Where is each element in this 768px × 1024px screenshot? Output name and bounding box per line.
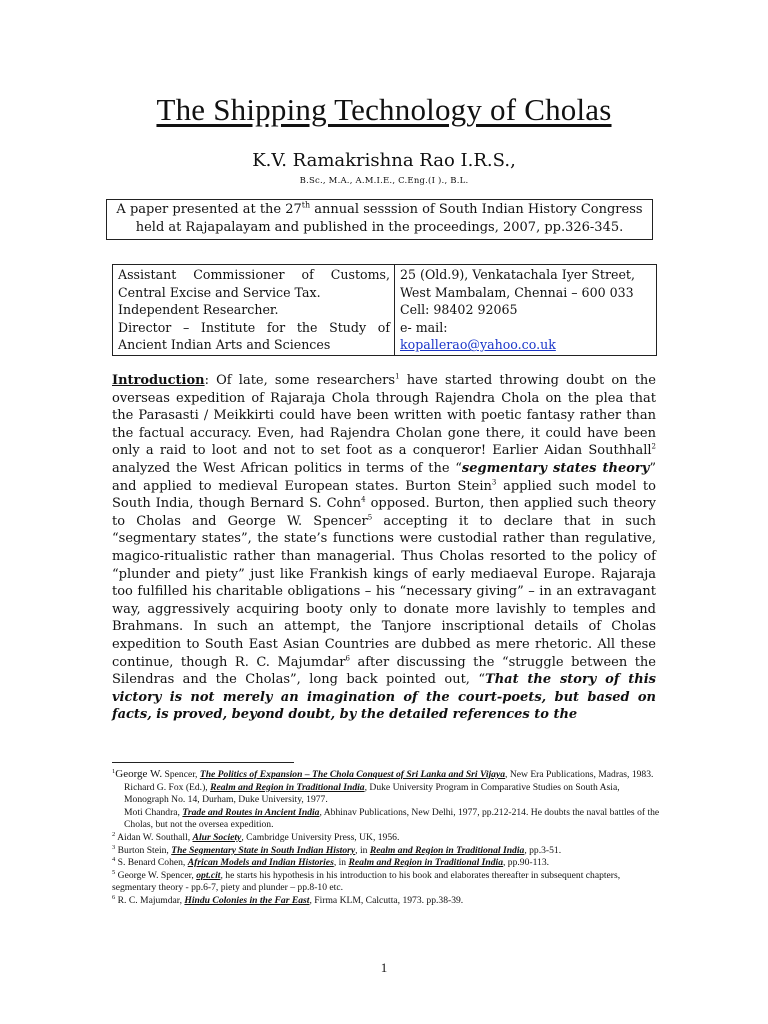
footnote-ref[interactable]: 4 xyxy=(361,495,366,504)
email-line: e- mail: kopallerao@yahoo.co.uk xyxy=(400,319,652,354)
footnote-ref[interactable]: 6 xyxy=(345,654,350,663)
footnote-1-ref-3: Moti Chandra, Trade and Routes in Ancient India, Abhinav Publications, New Delhi, 1977, pp.212-214. He doubts the naval battles of the Cholas, but not the oversea expedition. xyxy=(124,806,660,831)
address-line: 25 (Old.9), Venkatachala Iyer Street, xyxy=(400,267,635,282)
footnote-2: $^2$ Aidan W. Southall, Alur Society, Cambridge University Press, UK, 1956. xyxy=(112,830,400,843)
footnote-ref[interactable]: 5 xyxy=(367,513,373,522)
footnote-ref[interactable]: 2 xyxy=(651,443,656,452)
footnote-ref[interactable]: 3 xyxy=(491,478,497,487)
emphasis-text: segmentary states theory xyxy=(461,460,650,476)
footnote-1: $^1$George W. Spencer, The Politics of Expansion – The Chola Conquest of Sri Lanka and Sri Vijaya, New Era Publications, Madras, 1983. xyxy=(112,767,654,780)
introduction-heading: Introduction xyxy=(112,373,205,388)
affiliation-line: Independent Researcher. xyxy=(118,302,279,318)
footnote-1-ref-2: Richard G. Fox (Ed.), Realm and Region in Traditional India, Duke University Program in Comparative Studies on South Asia, Monograph No. 14, Durham, Duke University, 1977. xyxy=(124,781,620,806)
footnote-separator xyxy=(112,762,294,763)
author-info-table xyxy=(112,264,657,356)
affiliation-line: Ancient Indian Arts and Sciences xyxy=(118,337,331,353)
footnote-3: $^3$ Burton Stein, The Segmentary State in South Indian History, in Realm and Region in Traditional India, pp.3-51. xyxy=(112,843,562,856)
affiliation-cell xyxy=(113,265,395,356)
affiliation-line: Central Excise and Service Tax. xyxy=(118,284,321,300)
page-number: 1 xyxy=(380,960,388,975)
footnote-6: $^6$ R. C. Majumdar, Hindu Colonies in the Far East, Firma KLM, Calcutta, 1973. pp.38-39. xyxy=(112,893,464,906)
contact-cell xyxy=(395,265,657,356)
author-qualifications: B.Sc., M.A., A.M.I.E., C.Eng.(I )., B.L. xyxy=(299,176,469,186)
footnotes xyxy=(112,768,660,908)
phone-line: Cell: 98402 92065 xyxy=(400,302,518,318)
footnote-4: $^4$ S. Benard Cohen, African Models and Indian Histories, in Realm and Region in Traditional India, pp.90-113. xyxy=(112,855,550,869)
address-line: West Mambalam, Chennai – 600 033 xyxy=(400,284,634,300)
email-link[interactable]: kopallerao@yahoo.co.uk xyxy=(400,337,556,353)
affiliation-line: Assistant Commissioner of Customs, xyxy=(118,267,390,282)
affiliation-line: Director – Institute for the Study of xyxy=(118,319,390,335)
quoted-emphasis: That the story of this victory is not merely an imagination of the court-poets, but based on facts, is proved, beyond doubt, by the detailed references to the xyxy=(112,672,656,723)
author-name: K.V. Ramakrishna Rao I.R.S., xyxy=(252,150,516,171)
footnote-5: $^5$ George W. Spencer, opt.cit, he starts his hypothesis in his introduction to his book and elaborates thereafter in subsequent chapters, segmentary theory - pp.6-7, piety and plunder – pp.8-10 etc. xyxy=(112,868,621,894)
presentation-note-line2: held at Rajapalayam and published in the proceedings, 2007, pp.326-345. xyxy=(135,220,624,235)
presentation-note-box xyxy=(106,199,653,240)
introduction-paragraph: Introduction: Of late, some researchers$^1$ have started throwing doubt on the overseas expedition of Rajaraja Chola through Rajendra Chola on the plea that the Parasasti / Meikkirti could have been written with poetic fantasy rather than the factual accuracy. Even, had Rajendra Cholan gone there, it could have been only a raid to loot and not to set foot as a conqueror! Earlier Aidan Southhall$^2$ analyzed the West African politics in terms of the “segmentary states theory” and applied to medieval European states. Burton Stein$^3$ applied such model to South India, though Bernard S. Cohn$^4$ opposed. Burton, then applied such theory to Cholas and George W. Spencer$^5$ accepting it to declare that in such “segmentary states”, the state’s functions were custodial rather than regulative, magico-ritualistic rather than managerial. Thus Cholas resorted to the policy of “plunder and piety” just like Frankish kings of early mediaeval Europe. Rajaraja too fulfilled his charitable obligations – his “necessary giving” – in an extravagant way, aggressively acquiring booty only to donate more lavishly to temples and Brahmans. In such an attempt, the Tanjore inscriptional details of Cholas expedition to South East Asian Countries are dubbed as mere rhetoric. All these continue, though R. C. Majumdar$^6$ after discussing the “struggle between the Silendras and the Cholas”, long back pointed out, “That the story of this victory is not merely an imagination of the court-poets, but based on facts, is proved, beyond doubt, by the detailed references to the xyxy=(112,372,657,723)
footnote-ref[interactable]: 1 xyxy=(395,372,400,381)
paper-title: The Shipping Technology of Cholas xyxy=(156,92,612,127)
presentation-note-text: A paper presented at the 27th annual sesssion of South Indian History Congress xyxy=(116,200,643,217)
